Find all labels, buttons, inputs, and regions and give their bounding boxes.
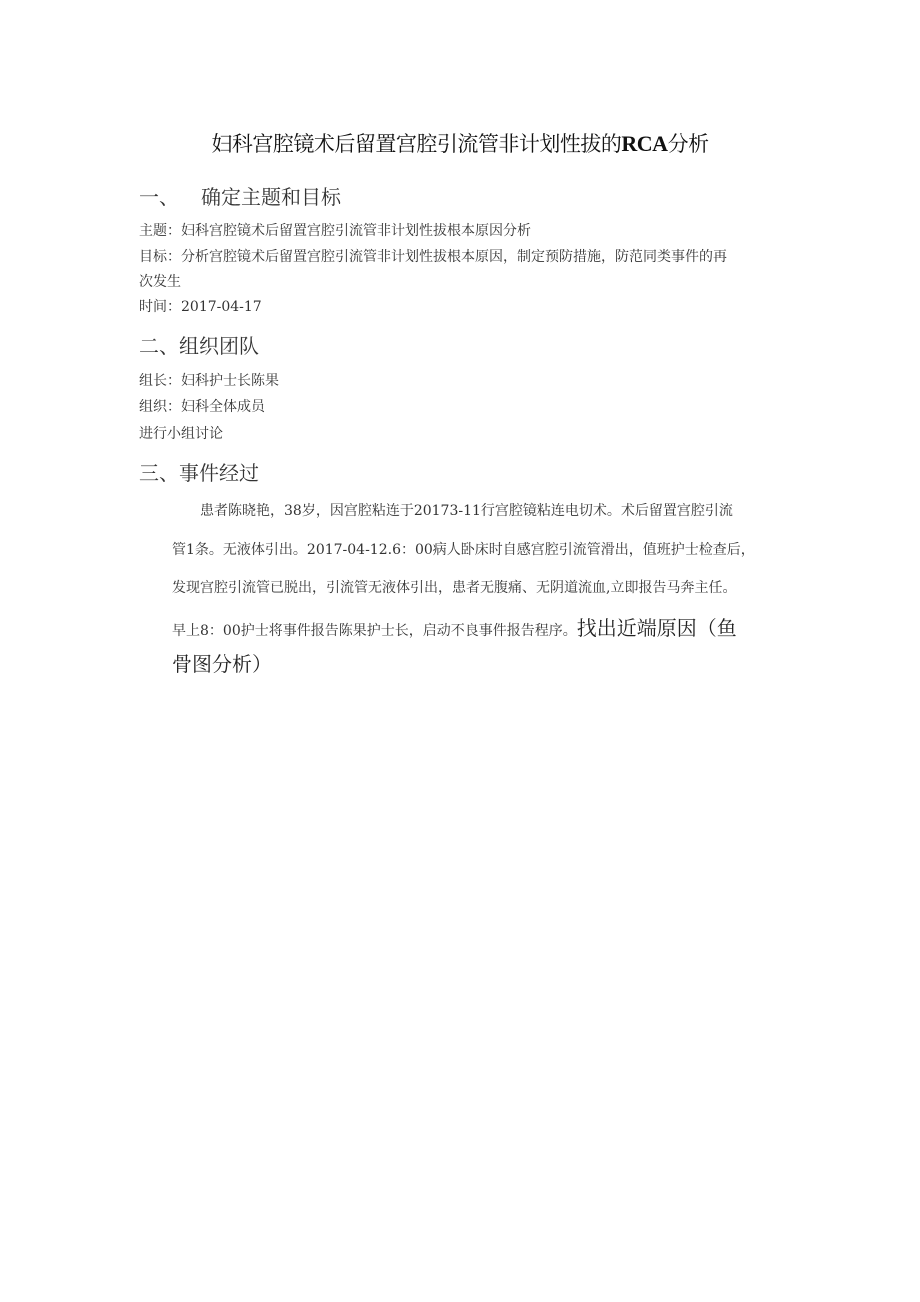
section-2-discussion-line: 进行小组讨论 <box>139 426 223 442</box>
section-1-time-line: 时间：2017-04-17 <box>139 299 262 315</box>
event-paragraph-line-3: 发现宫腔引流管已脱出，引流管无液体引出，患者无腹痛、无阴道流血,立即报告马奔主任。 <box>172 580 737 596</box>
section-2-leader-line: 组长：妇科护士长陈果 <box>139 373 279 389</box>
section-2-members-line: 组织：妇科全体成员 <box>139 399 265 415</box>
document-title-abbr: RCA <box>621 131 668 156</box>
event-paragraph-line-2: 管1条。无液体引出。2017-04-12.6：00病人卧床时自感宫腔引流管滑出，值班护士检查后， <box>172 542 755 558</box>
section-2-heading <box>139 330 259 359</box>
event-paragraph-line-4-text: 早上8：00护士将事件报告陈果护士长，启动不良事件报告程序。 <box>172 623 577 639</box>
document-title-tail: 分析 <box>667 132 709 156</box>
document-title <box>0 128 920 158</box>
section-1-number: 一、 <box>139 185 179 209</box>
section-1-heading <box>139 181 341 210</box>
event-paragraph-line-5: 骨图分析） <box>172 652 272 676</box>
section-1-title: 确定主题和目标 <box>201 185 341 209</box>
section-1-goal-line: 目标：分析宫腔镜术后留置宫腔引流管非计划性拔根本原因，制定预防措施，防范同类事件的再 <box>139 249 727 265</box>
event-paragraph-emphasis: 找出近端原因（鱼 <box>576 616 737 640</box>
section-1-subject-line: 主题：妇科宫腔镜术后留置宫腔引流管非计划性拔根本原因分析 <box>139 223 531 239</box>
section-2-title: 组织团队 <box>179 334 259 358</box>
document-title-text: 妇科宫腔镜术后留置宫腔引流管非计划性拔的 <box>211 132 622 156</box>
section-3-number: 三、 <box>139 461 179 485</box>
section-2-number: 二、 <box>139 334 179 358</box>
event-paragraph-line-1: 患者陈晓艳，38岁，因宫腔粘连于20173-11行宫腔镜粘连电切术。术后留置宫腔引流 <box>172 503 733 519</box>
section-1-goal-line-cont: 次发生 <box>139 274 181 290</box>
section-3-heading <box>139 457 259 486</box>
section-3-title: 事件经过 <box>179 461 259 485</box>
event-paragraph-line-4 <box>172 612 737 641</box>
